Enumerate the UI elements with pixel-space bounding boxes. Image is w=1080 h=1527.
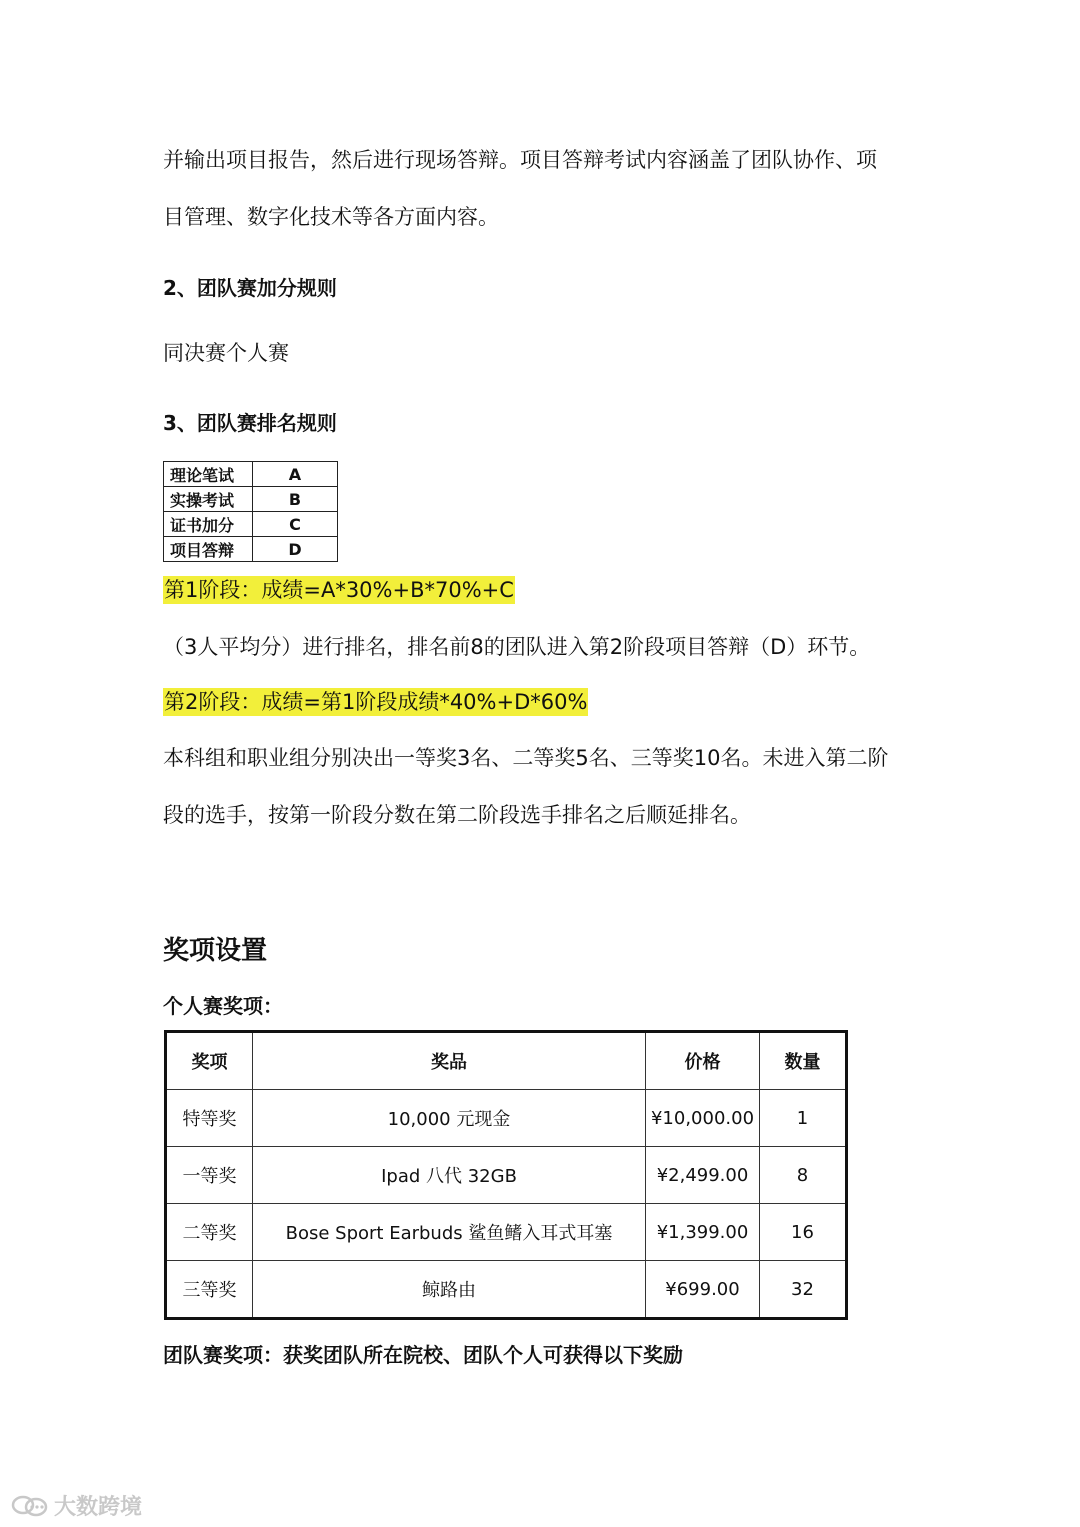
score-name: 实操考试 bbox=[164, 487, 253, 512]
score-code: D bbox=[253, 537, 338, 562]
stage2-formula bbox=[163, 687, 588, 717]
stage1-formula bbox=[163, 575, 515, 605]
paragraph-line: 同决赛个人赛 bbox=[163, 341, 289, 365]
award-price: ¥2,499.00 bbox=[646, 1147, 760, 1204]
score-name: 理论笔试 bbox=[164, 462, 253, 487]
award-level: 三等奖 bbox=[166, 1261, 253, 1319]
paragraph-line: 段的选手，按第一阶段分数在第二阶段选手排名之后顺延排名。 bbox=[163, 803, 751, 827]
score-code: B bbox=[253, 487, 338, 512]
column-header: 奖品 bbox=[253, 1032, 646, 1090]
table-row bbox=[166, 1147, 847, 1204]
score-code: A bbox=[253, 462, 338, 487]
watermark-text: 大数跨境 bbox=[54, 1495, 143, 1520]
table-row bbox=[164, 462, 338, 487]
award-level: 特等奖 bbox=[166, 1090, 253, 1147]
award-prize: 10,000 元现金 bbox=[253, 1090, 646, 1147]
award-quantity: 8 bbox=[760, 1147, 847, 1204]
table-row bbox=[164, 537, 338, 562]
section-heading-bonus-rules: 2、团队赛加分规则 bbox=[163, 276, 337, 300]
award-quantity: 1 bbox=[760, 1090, 847, 1147]
team-awards-label: 团队赛奖项：获奖团队所在院校、团队个人可获得以下奖励 bbox=[163, 1343, 683, 1367]
column-header: 价格 bbox=[646, 1032, 760, 1090]
award-quantity: 32 bbox=[760, 1261, 847, 1319]
award-prize: Ipad 八代 32GB bbox=[253, 1147, 646, 1204]
score-code: C bbox=[253, 512, 338, 537]
highlighted-text: 第2阶段：成绩=第1阶段成绩*40%+D*60% bbox=[164, 690, 588, 714]
table-row bbox=[166, 1204, 847, 1261]
score-name: 项目答辩 bbox=[164, 537, 253, 562]
paragraph-line: 并输出项目报告，然后进行现场答辩。项目答辩考试内容涵盖了团队协作、项 bbox=[163, 148, 877, 172]
highlighted-text: 第1阶段：成绩=A*30%+B*70%+C bbox=[164, 578, 514, 602]
chat-bubbles-icon bbox=[10, 1493, 50, 1519]
section-heading-ranking-rules: 3、团队赛排名规则 bbox=[163, 411, 337, 435]
award-level: 二等奖 bbox=[166, 1204, 253, 1261]
table-header-row bbox=[166, 1032, 847, 1090]
awards-title: 奖项设置 bbox=[163, 936, 268, 966]
award-price: ¥10,000.00 bbox=[646, 1090, 760, 1147]
watermark bbox=[10, 1490, 142, 1521]
table-row bbox=[166, 1261, 847, 1319]
award-prize: 鲸路由 bbox=[253, 1261, 646, 1319]
award-level: 一等奖 bbox=[166, 1147, 253, 1204]
column-header: 奖项 bbox=[166, 1032, 253, 1090]
table-row bbox=[164, 512, 338, 537]
paragraph-line: 本科组和职业组分别决出一等奖3名、二等奖5名、三等奖10名。未进入第二阶 bbox=[163, 746, 889, 770]
table-row bbox=[164, 487, 338, 512]
score-components-table bbox=[163, 461, 338, 562]
table-row bbox=[166, 1090, 847, 1147]
award-prize: Bose Sport Earbuds 鲨鱼鳍入耳式耳塞 bbox=[253, 1204, 646, 1261]
paragraph-line: （3人平均分）进行排名，排名前8的团队进入第2阶段项目答辩（D）环节。 bbox=[163, 635, 871, 659]
score-name: 证书加分 bbox=[164, 512, 253, 537]
award-price: ¥1,399.00 bbox=[646, 1204, 760, 1261]
column-header: 数量 bbox=[760, 1032, 847, 1090]
individual-awards-label: 个人赛奖项： bbox=[163, 994, 283, 1018]
individual-awards-table bbox=[164, 1030, 848, 1320]
award-price: ¥699.00 bbox=[646, 1261, 760, 1319]
paragraph-line: 目管理、数字化技术等各方面内容。 bbox=[163, 205, 499, 229]
award-quantity: 16 bbox=[760, 1204, 847, 1261]
